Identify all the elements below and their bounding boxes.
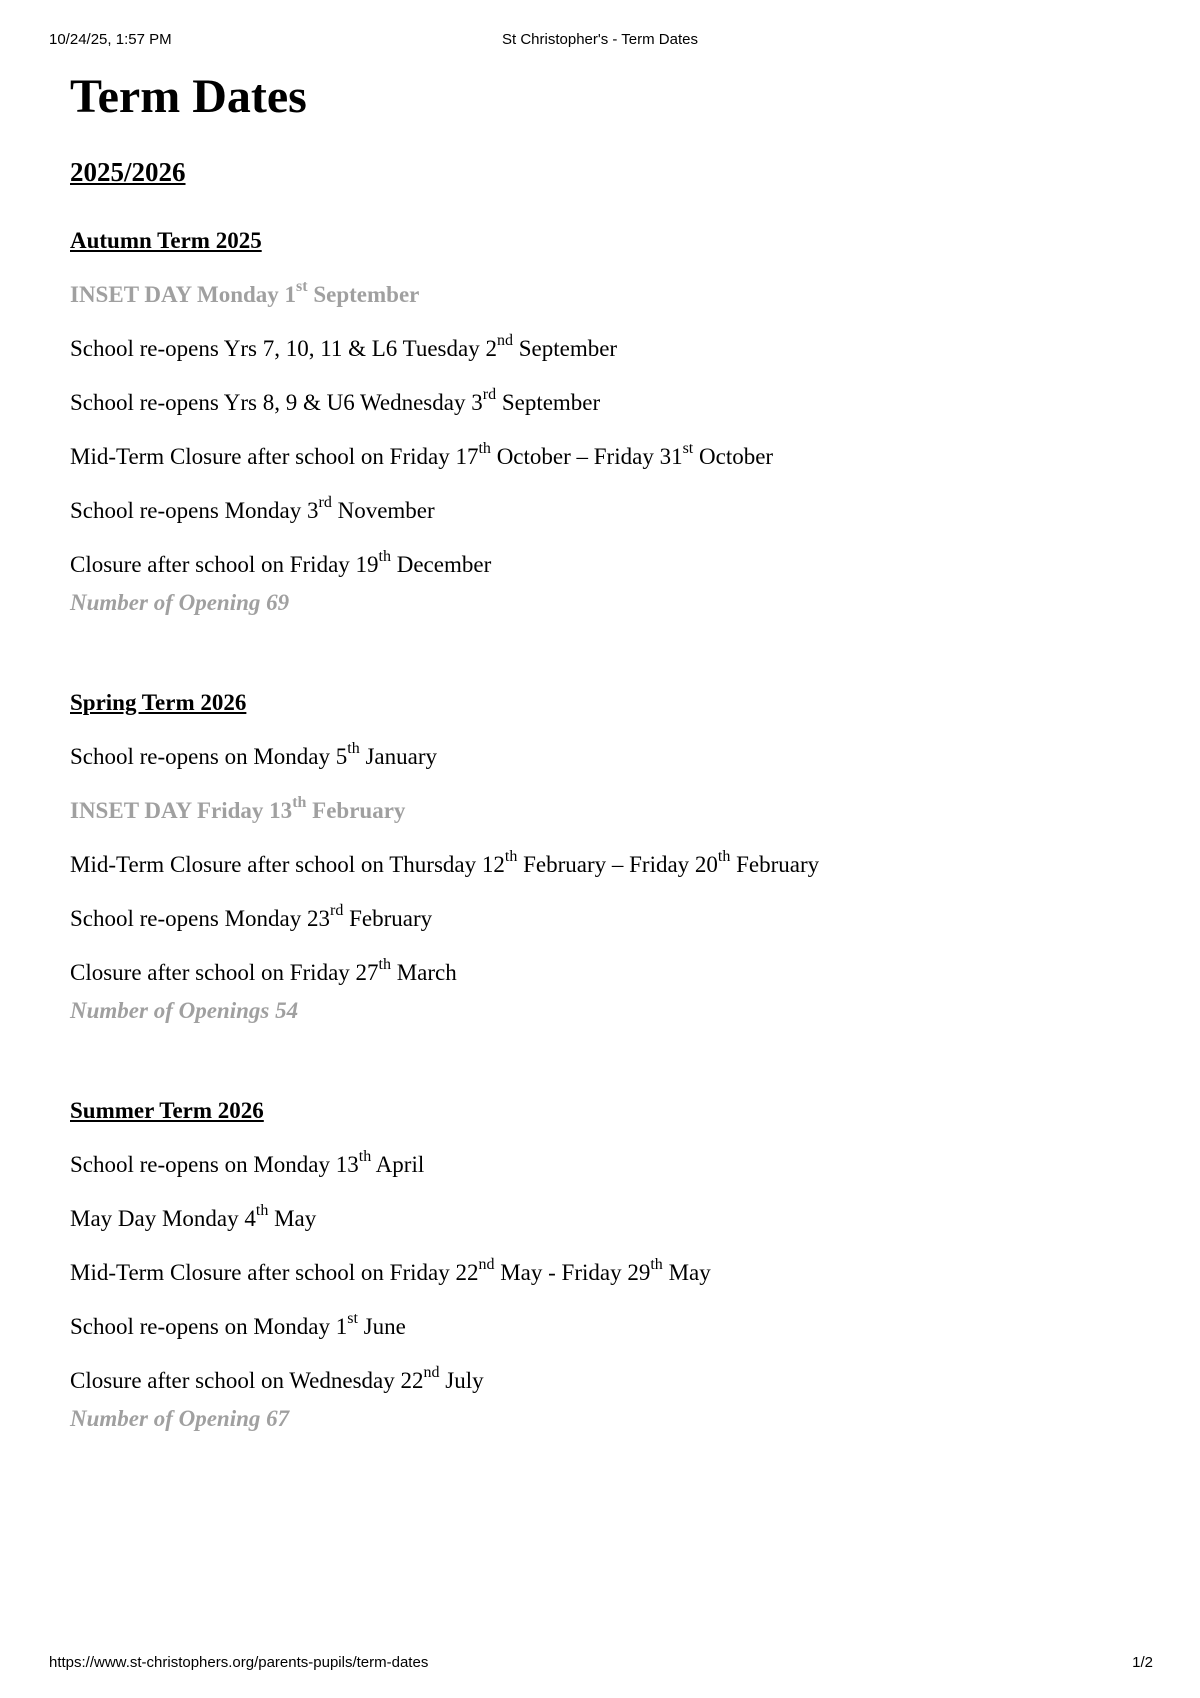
line-text: October	[693, 444, 774, 469]
term-section	[70, 688, 1150, 1026]
ordinal-suffix: st	[296, 278, 308, 296]
ordinal-suffix: nd	[423, 1364, 440, 1382]
term-heading: Summer Term 2026	[70, 1098, 264, 1123]
ordinal-suffix: th	[358, 1148, 372, 1166]
line-text: September	[512, 336, 618, 361]
ordinal-suffix: rd	[482, 386, 497, 404]
term-section	[70, 1096, 1150, 1434]
term-date-line	[70, 442, 1150, 472]
openings-count: Number of Opening 69	[70, 590, 290, 615]
term-date-line	[70, 1366, 1150, 1396]
term-date-line	[70, 496, 1150, 526]
line-text: Mid-Term Closure after school on Friday 17	[70, 444, 479, 469]
inset-day-line	[70, 796, 1150, 826]
year-heading: 2025/2026	[70, 157, 186, 187]
line-text: July	[439, 1368, 484, 1393]
term-date-line	[70, 1312, 1150, 1342]
line-text: School re-opens Monday 23	[70, 906, 330, 931]
term-section	[70, 226, 1150, 618]
line-text: May Day Monday 4	[70, 1206, 256, 1231]
term-date-line	[70, 334, 1150, 364]
line-text: Closure after school on Friday 19	[70, 552, 379, 577]
line-text: June	[357, 1314, 406, 1339]
openings-count: Number of Openings 54	[70, 998, 299, 1023]
term-date-line	[70, 1150, 1150, 1180]
page-title: Term Dates	[70, 70, 307, 123]
term-date-line	[70, 550, 1150, 580]
openings-count: Number of Opening 67	[70, 1406, 290, 1431]
line-text: School re-opens on Monday 13	[70, 1152, 359, 1177]
term-date-line	[70, 388, 1150, 418]
print-page-number: 1/2	[1132, 1654, 1153, 1671]
ordinal-suffix: rd	[330, 902, 344, 920]
ordinal-suffix: th	[255, 1202, 269, 1220]
line-text: May	[662, 1260, 711, 1285]
term-date-line	[70, 1204, 1150, 1234]
line-text: February	[343, 906, 433, 931]
line-text: Mid-Term Closure after school on Friday 22	[70, 1260, 479, 1285]
line-text: School re-opens Yrs 8, 9 & U6 Wednesday 3	[70, 390, 483, 415]
ordinal-suffix: th	[478, 440, 491, 458]
line-text: February	[306, 798, 406, 823]
term-heading: Autumn Term 2025	[70, 228, 262, 253]
line-text: Mid-Term Closure after school on Thursday 12	[70, 852, 505, 877]
line-text: January	[359, 744, 437, 769]
line-text: School re-opens Monday 3	[70, 498, 319, 523]
line-text: April	[371, 1152, 425, 1177]
line-text: September	[496, 390, 601, 415]
ordinal-suffix: nd	[496, 332, 513, 350]
ordinal-suffix: th	[717, 848, 731, 866]
line-text: March	[390, 960, 457, 985]
line-text: May	[268, 1206, 317, 1231]
ordinal-suffix: th	[378, 956, 391, 974]
ordinal-suffix: th	[292, 794, 307, 812]
inset-day-line	[70, 280, 1150, 310]
print-timestamp: 10/24/25, 1:57 PM	[49, 31, 172, 48]
ordinal-suffix: th	[347, 740, 360, 758]
line-text: November	[331, 498, 435, 523]
ordinal-suffix: th	[378, 548, 391, 566]
ordinal-suffix: th	[650, 1256, 663, 1274]
line-text: October – Friday 31	[490, 444, 683, 469]
line-text: September	[307, 282, 420, 307]
term-date-line	[70, 850, 1150, 880]
term-heading: Spring Term 2026	[70, 690, 247, 715]
line-text: May - Friday 29	[494, 1260, 651, 1285]
line-text: School re-opens Yrs 7, 10, 11 & L6 Tuesday 2	[70, 336, 497, 361]
term-date-line	[70, 958, 1150, 988]
print-page-title: St Christopher's - Term Dates	[502, 31, 698, 48]
ordinal-suffix: rd	[318, 494, 332, 512]
line-text: December	[390, 552, 492, 577]
term-date-line	[70, 1258, 1150, 1288]
term-date-line	[70, 742, 1150, 772]
line-text: February – Friday 20	[517, 852, 718, 877]
line-text: INSET DAY Friday 13	[70, 798, 293, 823]
line-text: February	[730, 852, 820, 877]
line-text: School re-opens on Monday 1	[70, 1314, 348, 1339]
ordinal-suffix: nd	[478, 1256, 495, 1274]
line-text: Closure after school on Friday 27	[70, 960, 379, 985]
ordinal-suffix: th	[504, 848, 518, 866]
ordinal-suffix: st	[347, 1310, 358, 1328]
print-url: https://www.st-christophers.org/parents-pupils/term-dates	[49, 1654, 429, 1671]
line-text: INSET DAY Monday 1	[70, 282, 297, 307]
line-text: Closure after school on Wednesday 22	[70, 1368, 424, 1393]
line-text: School re-opens on Monday 5	[70, 744, 348, 769]
term-date-line	[70, 904, 1150, 934]
terms-container	[70, 226, 1150, 1434]
page-content	[70, 62, 1150, 1434]
ordinal-suffix: st	[682, 440, 694, 458]
